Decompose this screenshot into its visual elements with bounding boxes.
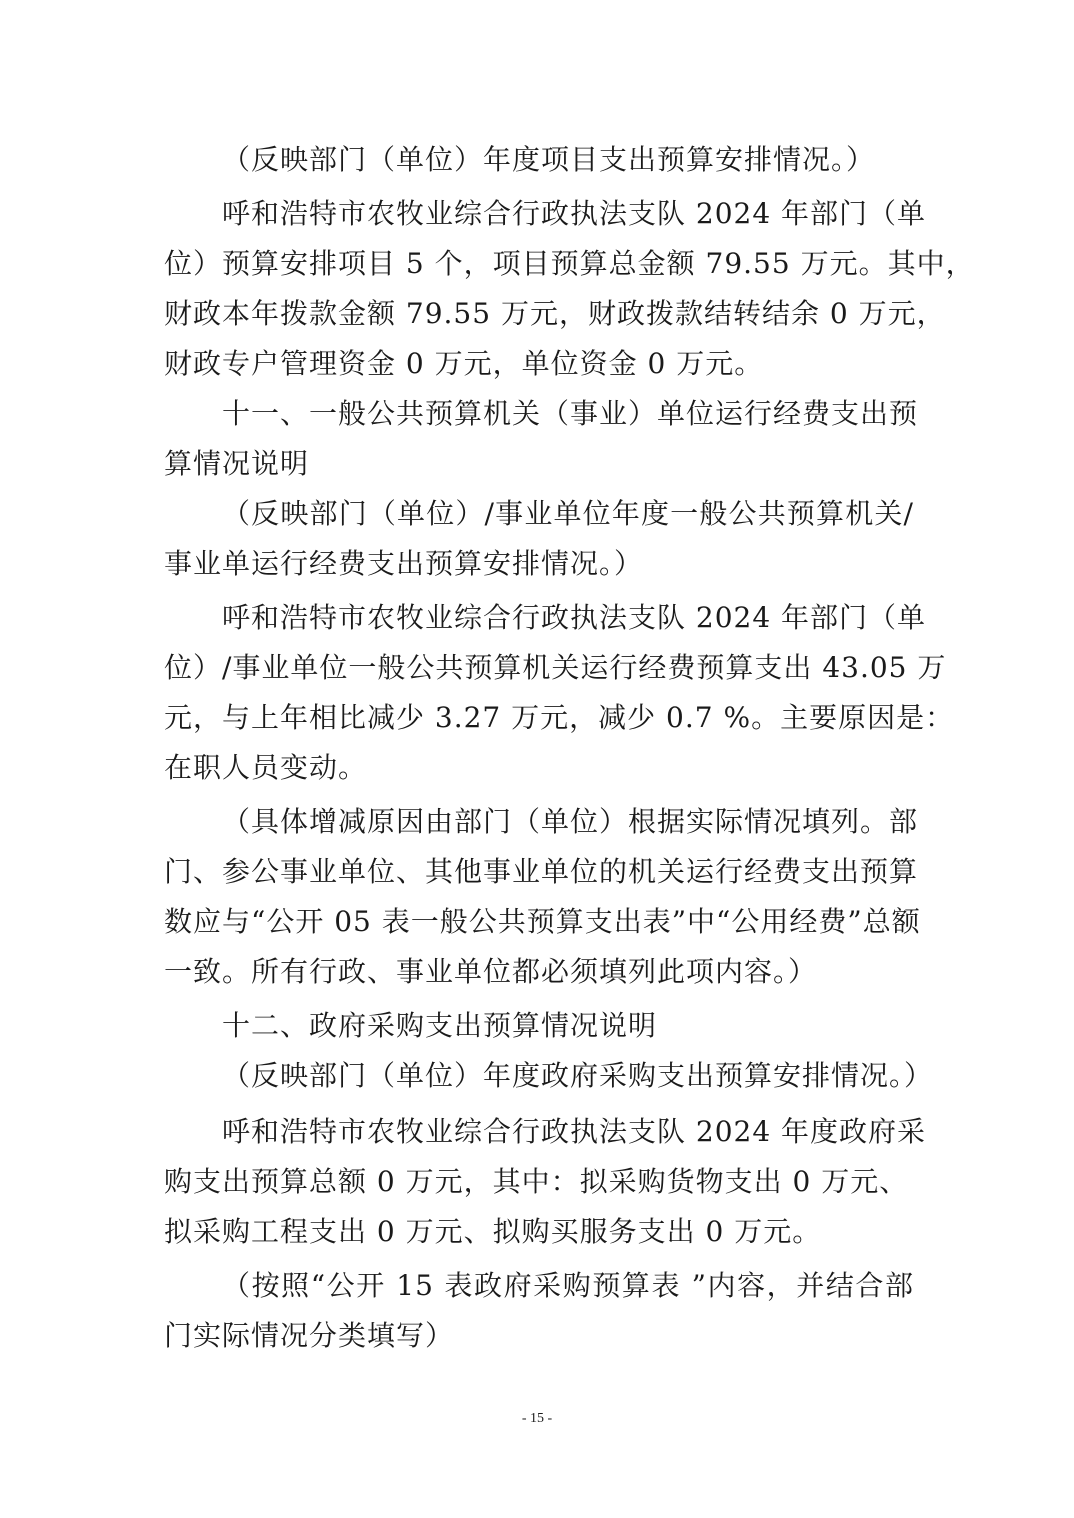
paragraph-line: 一致。所有行政、事业单位都必须填列此项内容。） bbox=[164, 955, 818, 988]
paragraph-line: 呼和浩特市农牧业综合行政执法支队 2024 年度政府采 bbox=[222, 1115, 927, 1148]
paragraph-line: 位）/事业单位一般公共预算机关运行经费预算支出 43.05 万 bbox=[164, 651, 947, 684]
section-heading: 十一、一般公共预算机关（事业）单位运行经费支出预 bbox=[222, 397, 919, 430]
page-number: - 15 - bbox=[521, 1411, 553, 1426]
paragraph-line: 元，与上年相比减少 3.27 万元，减少 0.7 %。主要原因是： bbox=[164, 701, 955, 734]
paragraph-line: 数应与“公开 05 表一般公共预算支出表”中“公用经费”总额 bbox=[164, 905, 921, 938]
paragraph-line: （具体增减原因由部门（单位）根据实际情况填列。部 bbox=[222, 805, 919, 838]
paragraph-line: 在职人员变动。 bbox=[164, 751, 368, 784]
section-heading: 算情况说明 bbox=[164, 447, 310, 480]
paragraph-line: 财政本年拨款金额 79.55 万元，财政拨款结转结余 0 万元， bbox=[164, 297, 946, 330]
paragraph-line: 位）预算安排项目 5 个，项目预算总金额 79.55 万元。其中， bbox=[164, 247, 975, 280]
paragraph-line: （按照“公开 15 表政府采购预算表 ”内容，并结合部 bbox=[222, 1269, 914, 1302]
paragraph-line: 呼和浩特市农牧业综合行政执法支队 2024 年部门（单 bbox=[222, 197, 927, 230]
paragraph-line: （反映部门（单位）/事业单位年度一般公共预算机关/ bbox=[222, 497, 914, 530]
paragraph-line: 事业单运行经费支出预算安排情况。） bbox=[164, 547, 644, 580]
paragraph-line: （反映部门（单位）年度政府采购支出预算安排情况。） bbox=[222, 1059, 934, 1092]
paragraph-line: 财政专户管理资金 0 万元，单位资金 0 万元。 bbox=[164, 347, 764, 380]
paragraph-line: 拟采购工程支出 0 万元、拟购买服务支出 0 万元。 bbox=[164, 1215, 822, 1248]
paragraph-line: 购支出预算总额 0 万元，其中：拟采购货物支出 0 万元、 bbox=[164, 1165, 909, 1198]
paragraph-line: 门实际情况分类填写） bbox=[164, 1319, 455, 1352]
paragraph-line: （反映部门（单位）年度项目支出预算安排情况。） bbox=[222, 143, 876, 176]
paragraph-line: 门、参公事业单位、其他事业单位的机关运行经费支出预算 bbox=[164, 855, 919, 888]
paragraph-line: 呼和浩特市农牧业综合行政执法支队 2024 年部门（单 bbox=[222, 601, 927, 634]
section-heading: 十二、政府采购支出预算情况说明 bbox=[222, 1009, 658, 1042]
